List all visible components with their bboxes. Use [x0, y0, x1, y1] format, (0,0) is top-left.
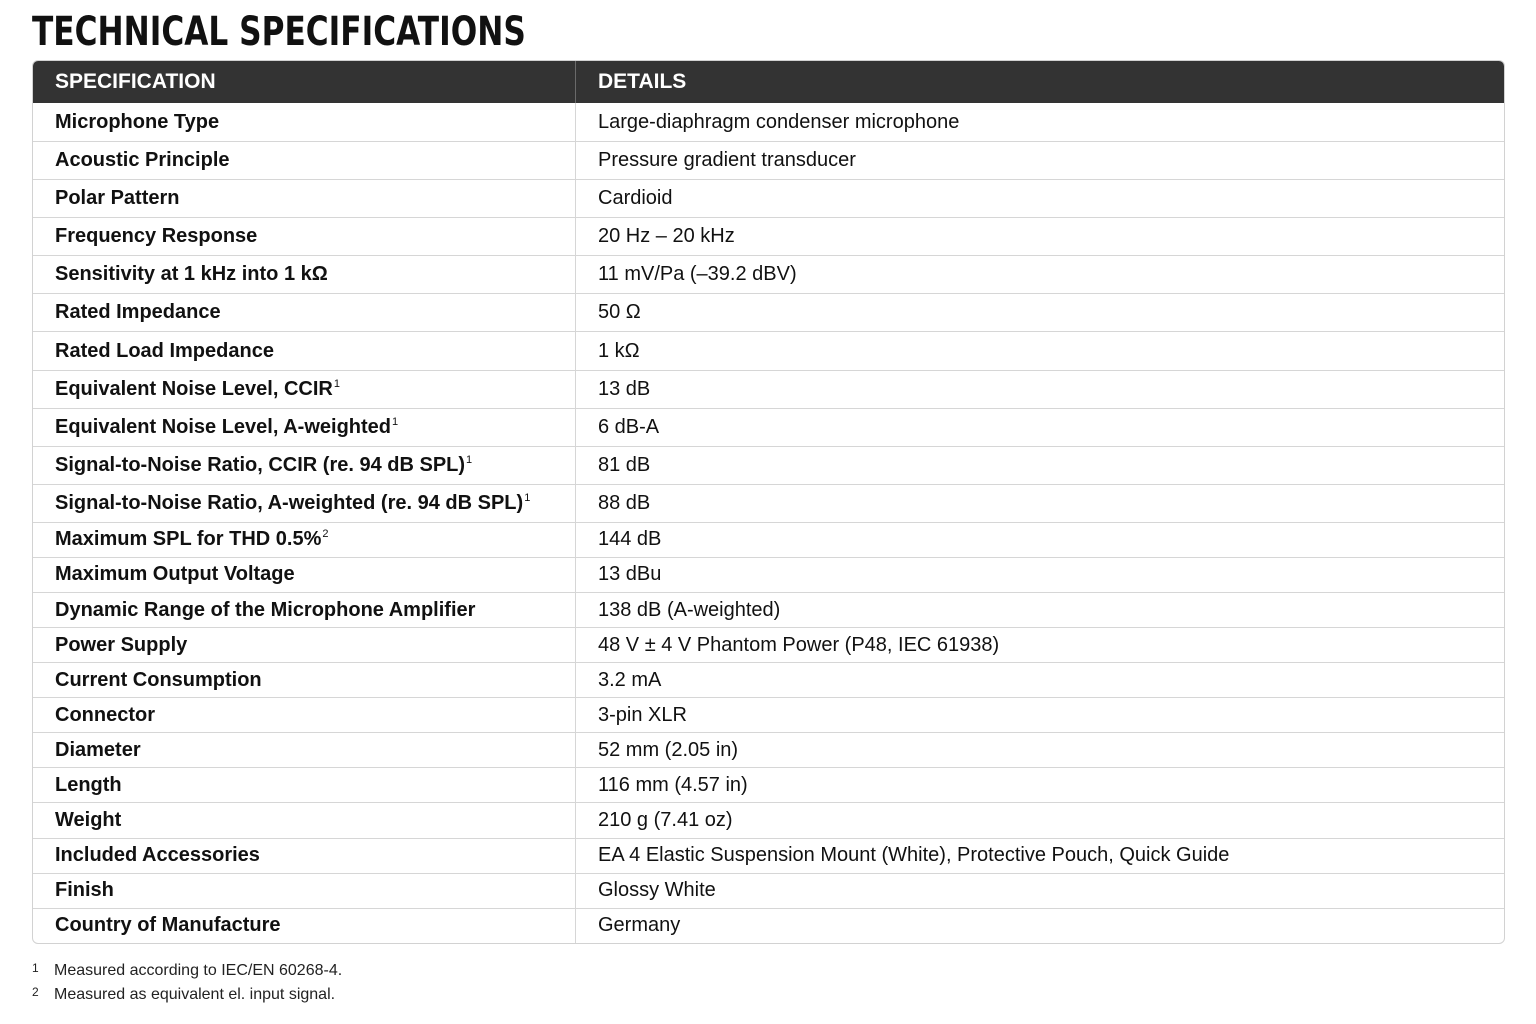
footnote-ref: 1 — [524, 491, 531, 504]
spec-name: Equivalent Noise Level, A-weighted — [55, 415, 391, 438]
spec-value-cell: Large-diaphragm condenser microphone — [575, 103, 1504, 141]
spec-name-cell — [33, 446, 575, 484]
footnote-text: Measured according to IEC/EN 60268-4. — [54, 962, 343, 979]
spec-value-cell: 11 mV/Pa (–39.2 dBV) — [575, 255, 1504, 293]
table-row — [33, 446, 1504, 484]
table-row — [33, 767, 1504, 802]
table-row — [33, 293, 1504, 331]
spec-name: Country of Manufacture — [55, 914, 281, 937]
spec-name: Dynamic Range of the Microphone Amplifier — [55, 598, 476, 621]
spec-value-cell: 210 g (7.41 oz) — [575, 802, 1504, 837]
table-row — [33, 255, 1504, 293]
footnote-mark: 2 — [32, 985, 39, 999]
spec-name-cell — [33, 662, 575, 697]
footnotes — [32, 956, 932, 1004]
spec-name: Rated Load Impedance — [55, 339, 274, 362]
spec-name-cell — [33, 522, 575, 557]
spec-value-cell: 3.2 mA — [575, 662, 1504, 697]
spec-value-cell: 116 mm (4.57 in) — [575, 767, 1504, 802]
spec-name: Equivalent Noise Level, CCIR — [55, 377, 333, 400]
spec-name: Maximum Output Voltage — [55, 563, 295, 586]
table-row — [33, 908, 1504, 943]
table-row — [33, 217, 1504, 255]
spec-name: Sensitivity at 1 kHz into 1 kΩ — [55, 263, 328, 286]
spec-value-cell: Germany — [575, 908, 1504, 943]
spec-name: Microphone Type — [55, 110, 220, 133]
column-header-details: DETAILS — [575, 61, 1504, 103]
spec-name-cell — [33, 293, 575, 331]
spec-value-cell: EA 4 Elastic Suspension Mount (White), Protective Pouch, Quick Guide — [575, 838, 1504, 873]
spec-value-cell: Glossy White — [575, 873, 1504, 908]
spec-name: Signal-to-Noise Ratio, A-weighted (re. 94 dB SPL) — [55, 491, 524, 514]
spec-value-cell: 144 dB — [575, 522, 1504, 557]
spec-name-cell — [33, 873, 575, 908]
table-row — [33, 408, 1504, 446]
spec-name-cell — [33, 103, 575, 141]
spec-value-cell: 81 dB — [575, 446, 1504, 484]
table-row — [33, 627, 1504, 662]
table-header-row — [33, 61, 1504, 103]
spec-name: Finish — [55, 879, 114, 902]
spec-name-cell — [33, 370, 575, 408]
table-row — [33, 141, 1504, 179]
spec-value-cell: 13 dB — [575, 370, 1504, 408]
spec-value-cell: 138 dB (A-weighted) — [575, 592, 1504, 627]
table-body — [33, 103, 1504, 943]
table-row — [33, 557, 1504, 592]
spec-value-cell: Pressure gradient transducer — [575, 141, 1504, 179]
spec-value-cell: 13 dBu — [575, 557, 1504, 592]
spec-name: Acoustic Principle — [55, 149, 230, 172]
footnote — [32, 980, 932, 1004]
spec-name: Weight — [55, 809, 122, 832]
spec-name-cell — [33, 141, 575, 179]
spec-name: Polar Pattern — [55, 187, 180, 210]
spec-value-cell: Cardioid — [575, 179, 1504, 217]
footnote-mark: 1 — [32, 961, 39, 975]
spec-value-cell: 48 V ± 4 V Phantom Power (P48, IEC 61938) — [575, 627, 1504, 662]
table-row — [33, 522, 1504, 557]
spec-name: Connector — [55, 703, 155, 726]
spec-name-cell — [33, 255, 575, 293]
footnote — [32, 956, 932, 980]
footnote-ref: 1 — [333, 377, 340, 390]
footnote-ref: 1 — [392, 415, 399, 428]
spec-name: Maximum SPL for THD 0.5% — [55, 528, 322, 551]
spec-name-cell — [33, 408, 575, 446]
spec-name: Length — [55, 773, 122, 796]
spec-name-cell — [33, 802, 575, 837]
spec-name-cell — [33, 732, 575, 767]
spec-name: Included Accessories — [55, 844, 260, 867]
table-row — [33, 697, 1504, 732]
spec-name-cell — [33, 217, 575, 255]
table-row — [33, 103, 1504, 141]
table-row — [33, 370, 1504, 408]
spec-value-cell: 88 dB — [575, 484, 1504, 522]
spec-value-cell: 50 Ω — [575, 293, 1504, 331]
table-row — [33, 838, 1504, 873]
spec-value-cell: 20 Hz – 20 kHz — [575, 217, 1504, 255]
spec-name-cell — [33, 767, 575, 802]
spec-name-cell — [33, 908, 575, 943]
spec-value-cell: 6 dB-A — [575, 408, 1504, 446]
table-row — [33, 873, 1504, 908]
footnote-ref: 1 — [466, 453, 473, 466]
spec-name-cell — [33, 331, 575, 369]
spec-value-cell: 1 kΩ — [575, 331, 1504, 369]
page-title: TECHNICAL SPECIFICATIONS — [32, 9, 526, 55]
spec-value-cell: 3-pin XLR — [575, 697, 1504, 732]
footnote-ref: 2 — [322, 528, 329, 541]
spec-name-cell — [33, 838, 575, 873]
table-row — [33, 484, 1504, 522]
table-row — [33, 732, 1504, 767]
spec-name: Current Consumption — [55, 668, 262, 691]
spec-name-cell — [33, 557, 575, 592]
spec-name: Signal-to-Noise Ratio, CCIR (re. 94 dB SPL) — [55, 453, 466, 476]
spec-name: Rated Impedance — [55, 301, 221, 324]
spec-name-cell — [33, 592, 575, 627]
table-row — [33, 592, 1504, 627]
table-row — [33, 179, 1504, 217]
spec-name-cell — [33, 179, 575, 217]
spec-name: Diameter — [55, 738, 141, 761]
table-row — [33, 331, 1504, 369]
spec-name-cell — [33, 627, 575, 662]
spec-value-cell: 52 mm (2.05 in) — [575, 732, 1504, 767]
spec-name: Power Supply — [55, 633, 188, 656]
footnote-text: Measured as equivalent el. input signal. — [54, 986, 336, 1003]
column-header-specification: SPECIFICATION — [33, 61, 575, 103]
spec-name: Frequency Response — [55, 225, 258, 248]
table-row — [33, 802, 1504, 837]
spec-table — [32, 60, 1505, 944]
spec-name-cell — [33, 697, 575, 732]
spec-name-cell — [33, 484, 575, 522]
table-row — [33, 662, 1504, 697]
